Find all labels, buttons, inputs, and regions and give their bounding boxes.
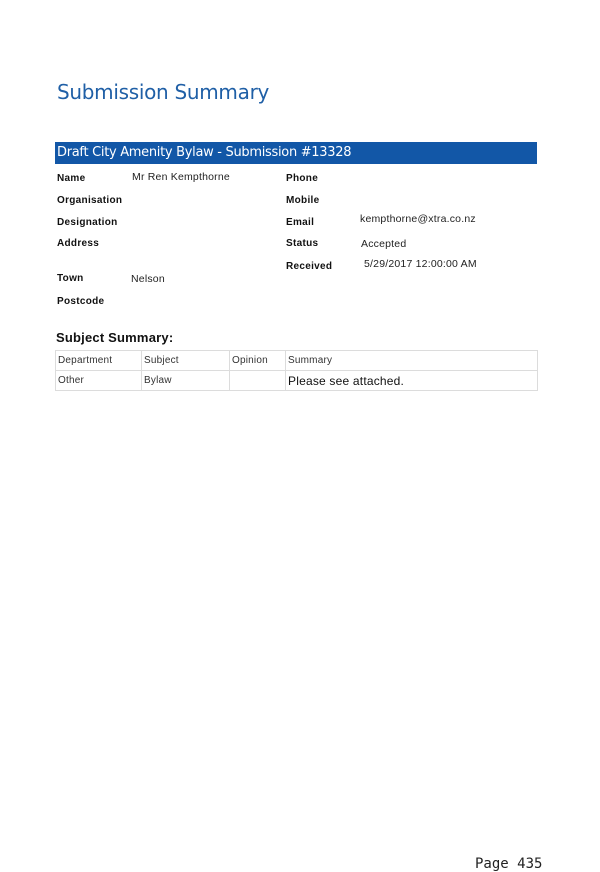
designation-label: Designation xyxy=(57,217,118,228)
address-label: Address xyxy=(57,238,100,249)
email-value: kempthorne@xtra.co.nz xyxy=(360,213,476,225)
received-label: Received xyxy=(286,261,333,272)
table-cell-summary: Please see attached. xyxy=(286,371,538,391)
column-header: Department xyxy=(56,351,142,371)
page-number: Page 435 xyxy=(475,856,543,872)
status-label: Status xyxy=(286,238,319,249)
received-value: 5/29/2017 12:00:00 AM xyxy=(364,258,477,270)
phone-label: Phone xyxy=(286,173,319,184)
subject-summary-heading: Subject Summary: xyxy=(56,330,174,345)
table-cell-opinion xyxy=(230,371,286,391)
table-cell-department: Other xyxy=(56,371,142,391)
email-label: Email xyxy=(286,217,315,228)
subject-summary-table xyxy=(55,350,538,391)
table-row xyxy=(56,371,538,391)
status-value: Accepted xyxy=(361,238,407,250)
name-value: Mr Ren Kempthorne xyxy=(132,171,230,183)
name-label: Name xyxy=(57,173,86,184)
town-value: Nelson xyxy=(131,273,165,285)
mobile-label: Mobile xyxy=(286,195,320,206)
column-header: Summary xyxy=(286,351,538,371)
organisation-label: Organisation xyxy=(57,195,123,206)
table-header-row xyxy=(56,351,538,371)
column-header: Opinion xyxy=(230,351,286,371)
town-label: Town xyxy=(57,273,84,284)
table-cell-subject: Bylaw xyxy=(142,371,230,391)
submission-banner: Draft City Amenity Bylaw - Submission #13328 xyxy=(55,142,537,164)
postcode-label: Postcode xyxy=(57,296,105,307)
column-header: Subject xyxy=(142,351,230,371)
page-title: Submission Summary xyxy=(57,80,270,104)
